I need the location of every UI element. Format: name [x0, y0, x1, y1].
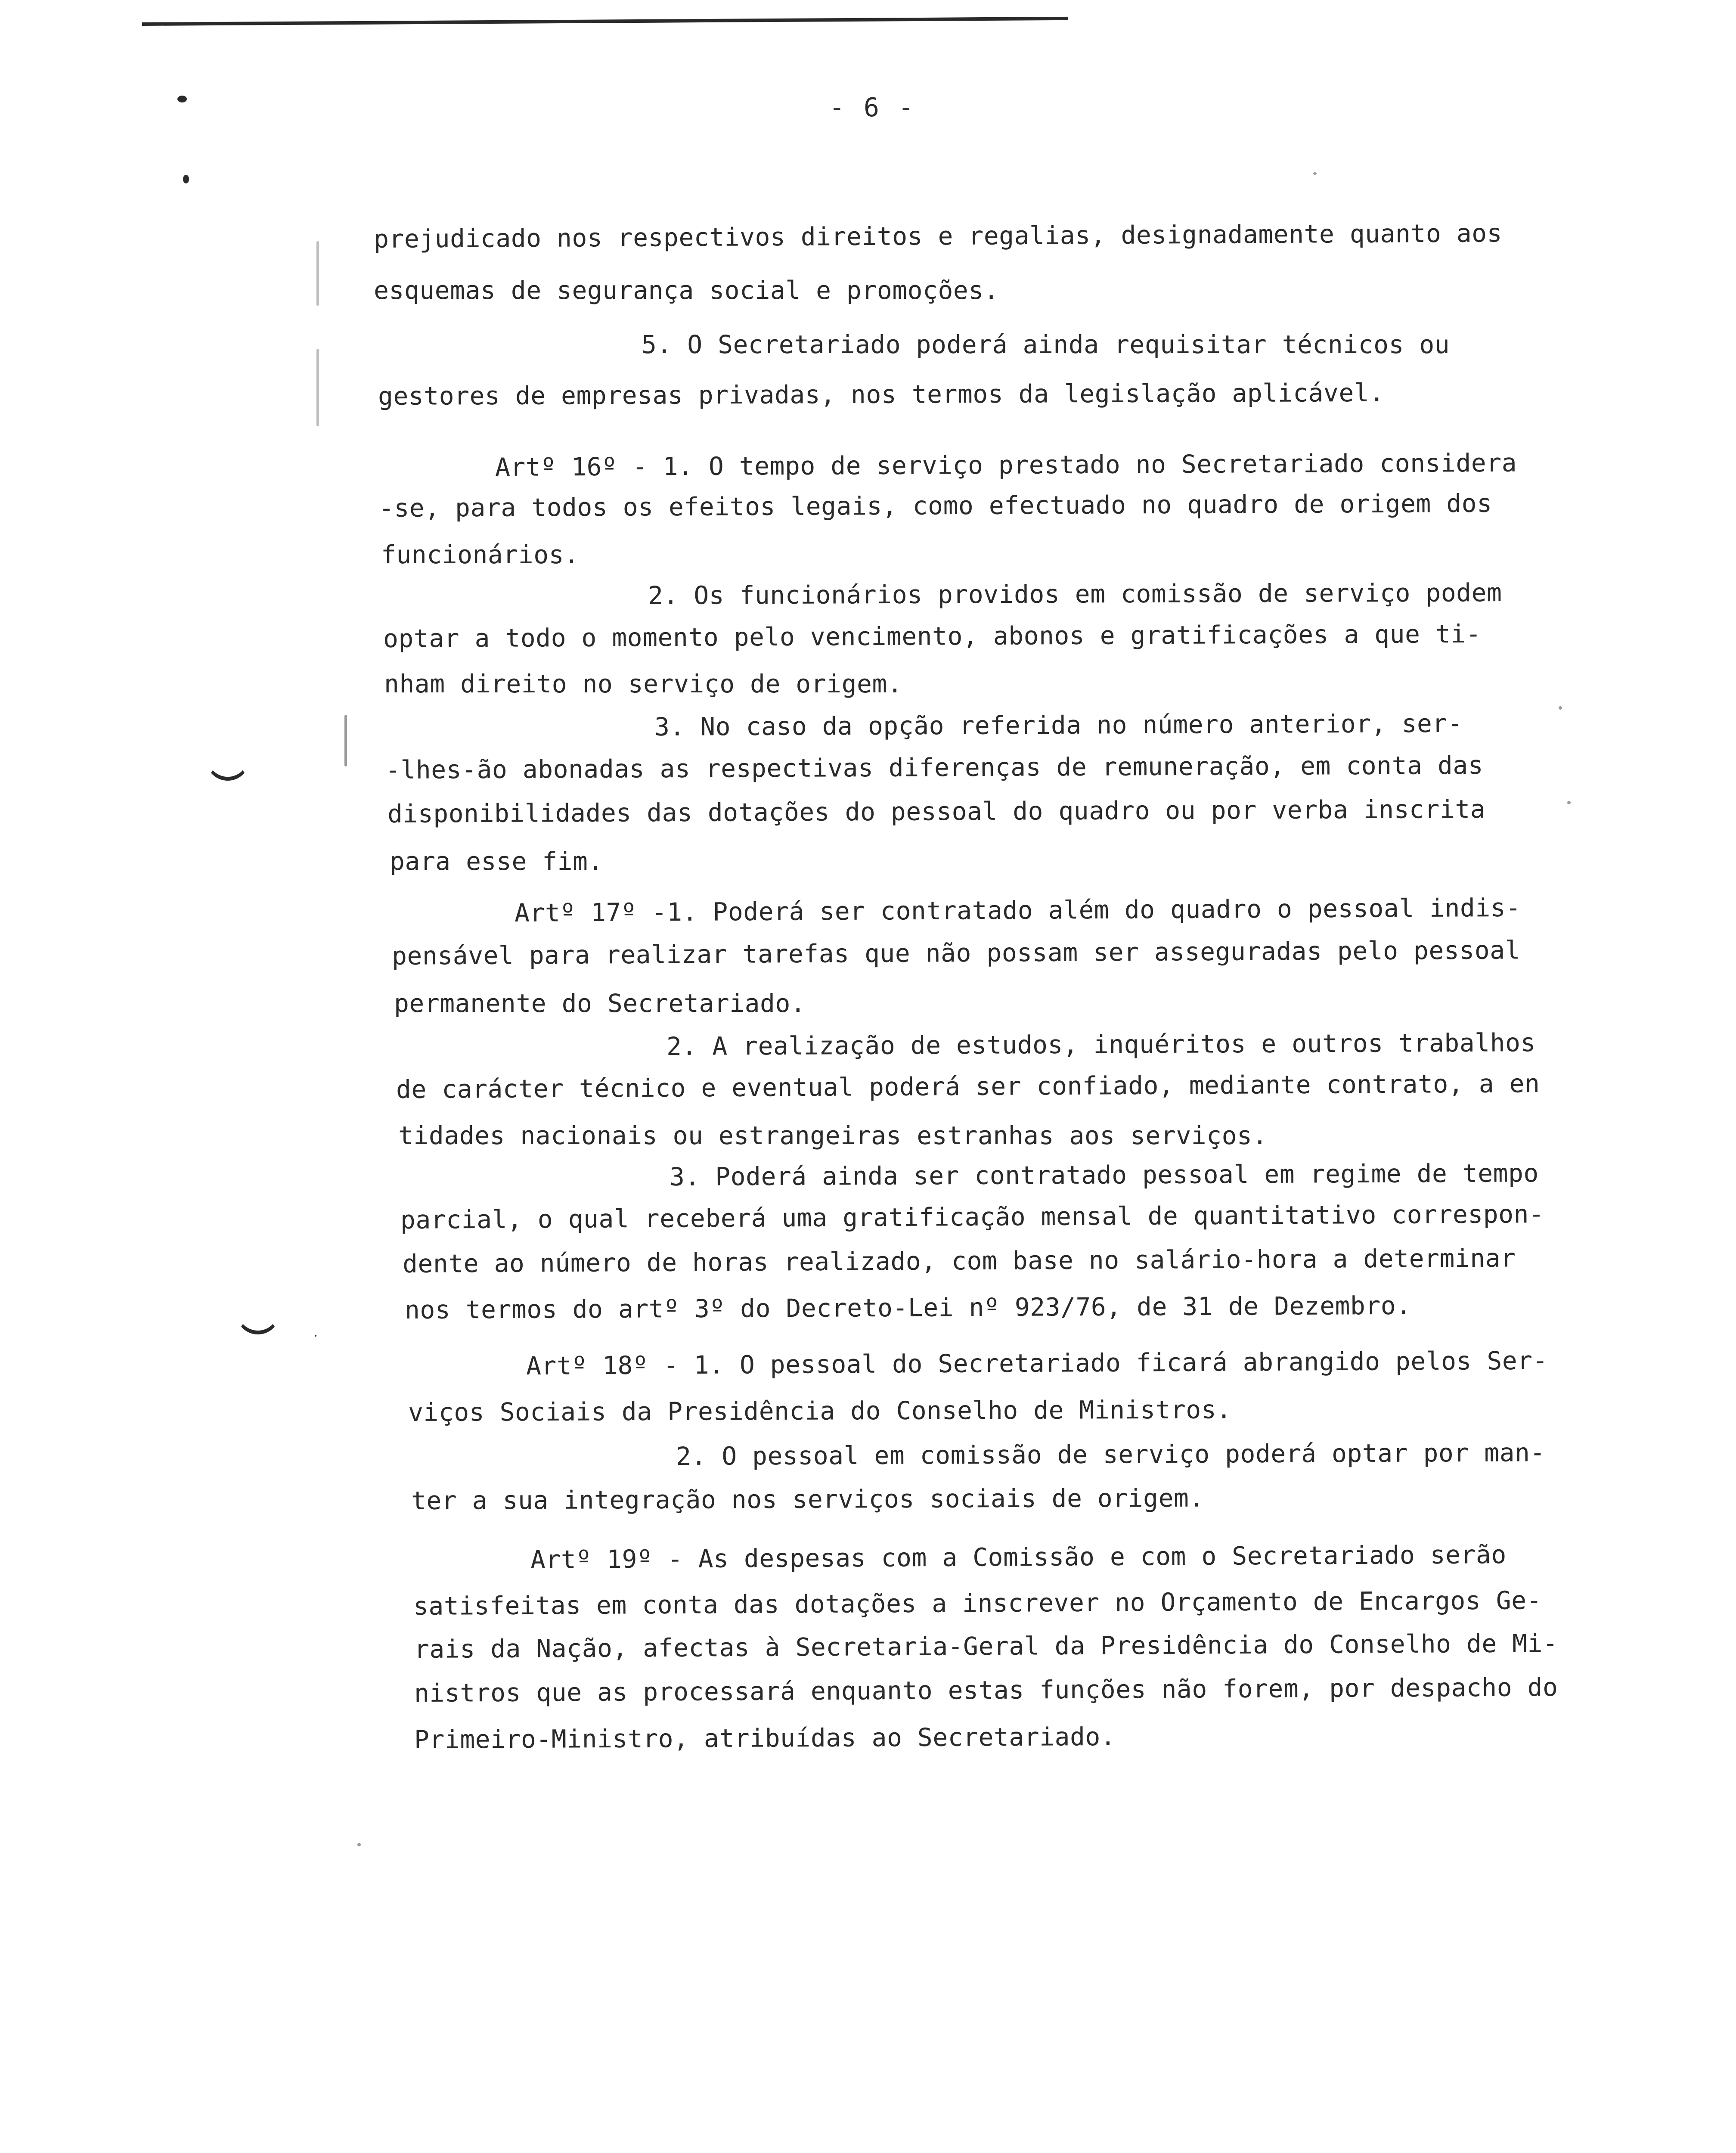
text-line: nistros que as processará enquanto estas funções não forem, por despacho do: [414, 1672, 1558, 1708]
scan-speck: [316, 241, 319, 306]
scan-speck: [316, 349, 319, 426]
text-line: Artº 16º - 1. O tempo de serviço prestado no Secretariado considera: [495, 448, 1517, 482]
scan-speck: [1313, 172, 1317, 175]
text-line: Artº 19º - As despesas com a Comissão e com o Secretariado serão: [530, 1540, 1507, 1574]
text-line: permanente do Secretariado.: [394, 989, 806, 1018]
text-line: ter a sua integração nos serviços sociais de origem.: [411, 1483, 1204, 1515]
text-line: prejudicado nos respectivos direitos e regalias, designadamente quanto aos: [373, 218, 1503, 254]
text-line: 2. O pessoal em comissão de serviço poderá optar por man-: [676, 1438, 1546, 1471]
text-line: 2. A realização de estudos, inquéritos e outros trabalhos: [666, 1028, 1536, 1061]
text-line: tidades nacionais ou estrangeiras estranhas aos serviços.: [398, 1121, 1268, 1150]
text-line: -se, para todos os efeitos legais, como efectuado no quadro de origem dos: [378, 488, 1492, 523]
text-line: Artº 18º - 1. O pessoal do Secretariado ficará abrangido pelos Ser-: [526, 1346, 1548, 1381]
page-number: - 6 -: [829, 93, 916, 123]
text-line: nos termos do artº 3º do Decreto-Lei nº 923/76, de 31 de Dezembro.: [404, 1291, 1411, 1325]
text-line: 3. Poderá ainda ser contratado pessoal em regime de tempo: [669, 1158, 1539, 1191]
text-line: para esse fim.: [390, 847, 603, 876]
text-line: 3. No caso da opção referida no número anterior, ser-: [654, 708, 1463, 741]
margin-mark: [236, 1310, 280, 1334]
scan-speck: [1559, 706, 1562, 710]
text-line: esquemas de segurança social e promoções.: [374, 276, 999, 305]
text-line: nham direito no serviço de origem.: [384, 669, 903, 698]
margin-mark: [177, 96, 187, 102]
scan-speck: [357, 1843, 361, 1846]
text-line: funcionários.: [381, 540, 580, 569]
text-line: rais da Nação, afectas à Secretaria-Geral da Presidência do Conselho de Mi-: [414, 1629, 1558, 1664]
text-line: viços Sociais da Presidência do Conselho de Ministros.: [408, 1395, 1232, 1427]
text-line: gestores de empresas privadas, nos termos da legislação aplicável.: [378, 378, 1385, 411]
margin-mark: [183, 175, 189, 183]
text-line: Primeiro-Ministro, atribuídas ao Secretariado.: [414, 1722, 1116, 1754]
text-line: optar a todo o momento pelo vencimento, abonos e gratificações a que ti-: [383, 619, 1482, 653]
text-line: satisfeitas em conta das dotações a inscrever no Orçamento de Encargos Ge-: [413, 1585, 1542, 1621]
margin-mark: [315, 1335, 316, 1337]
margin-mark: [206, 756, 250, 781]
text-line: -lhes-ão abonadas as respectivas diferenças de remuneração, em conta das: [385, 750, 1484, 785]
text-line: de carácter técnico e eventual poderá ser confiado, mediante contrato, a en: [396, 1069, 1540, 1104]
text-line: parcial, o qual receberá uma gratificação mensal de quantitativo correspon-: [400, 1199, 1544, 1235]
scan-speck: [1567, 801, 1571, 804]
scan-speck: [344, 715, 347, 766]
text-line: Artº 17º -1. Poderá ser contratado além do quadro o pessoal indis-: [514, 893, 1521, 928]
top-rule: [142, 17, 1068, 26]
text-line: dente ao número de horas realizado, com base no salário-hora a determinar: [402, 1243, 1516, 1278]
text-line: pensável para realizar tarefas que não possam ser asseguradas pelo pessoal: [391, 935, 1521, 971]
text-line: disponibilidades das dotações do pessoal do quadro ou por verba inscrita: [387, 794, 1486, 828]
text-line: 5. O Secretariado poderá ainda requisitar técnicos ou: [642, 330, 1450, 359]
text-line: 2. Os funcionários providos em comissão de serviço podem: [648, 578, 1502, 610]
